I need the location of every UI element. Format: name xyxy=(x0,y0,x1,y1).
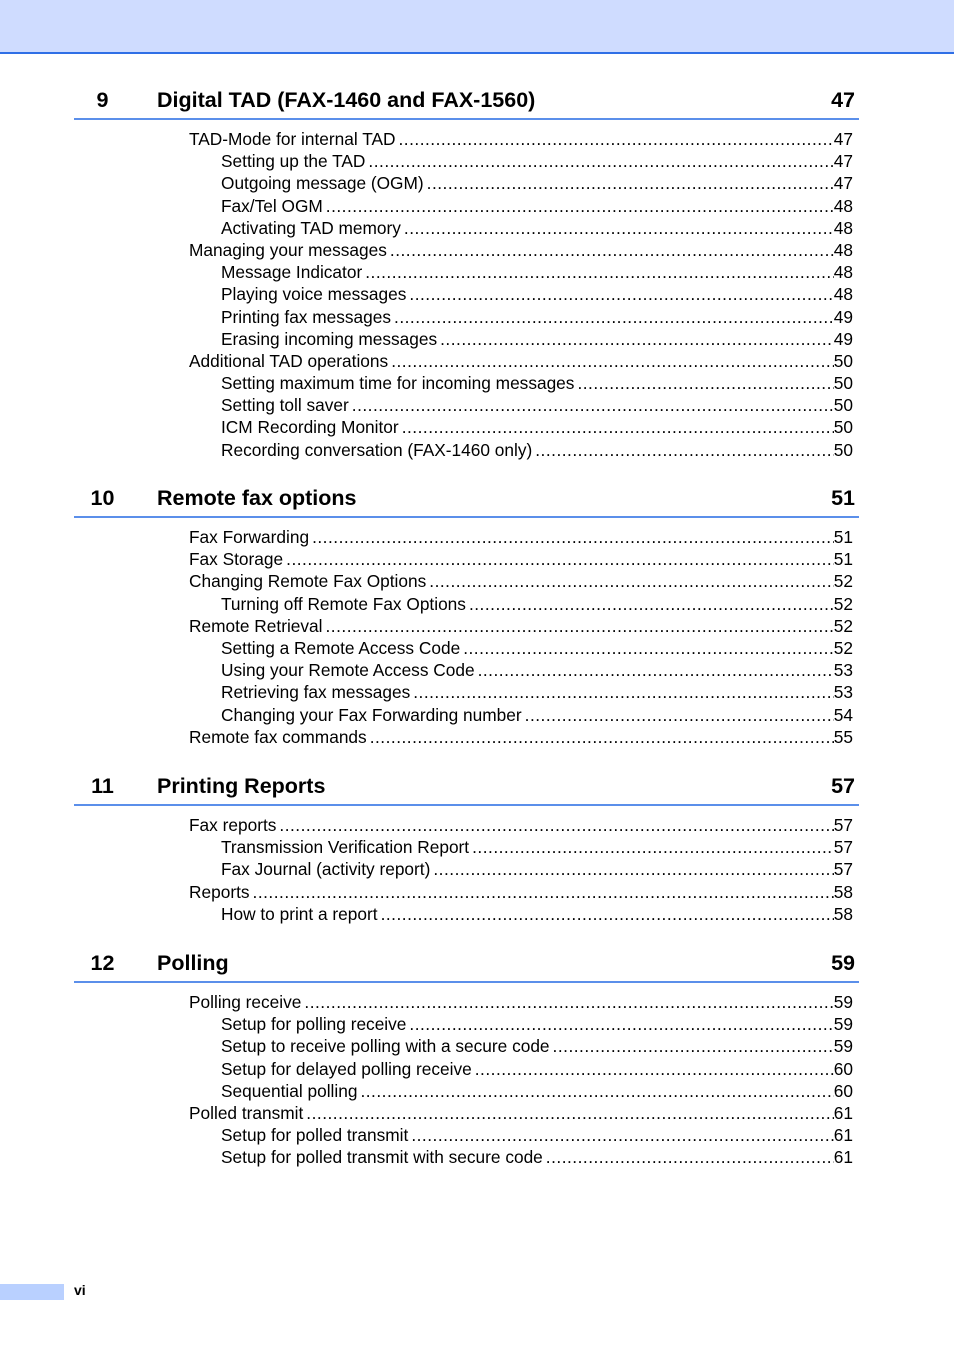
toc-entry[interactable] xyxy=(221,1146,859,1168)
toc-entry[interactable] xyxy=(221,439,859,461)
entry-page: 61 xyxy=(833,1147,853,1168)
entry-page: 53 xyxy=(833,682,853,703)
dot-leader xyxy=(390,239,834,261)
entry-title: How to print a report xyxy=(221,903,378,924)
toc-entry[interactable] xyxy=(189,548,859,570)
entry-title: Outgoing message (OGM) xyxy=(221,173,424,194)
section-page: 59 xyxy=(831,951,855,975)
entry-title: Recording conversation (FAX-1460 only) xyxy=(221,439,533,460)
entry-page: 47 xyxy=(833,129,853,149)
toc-entry[interactable] xyxy=(221,1058,859,1080)
section-entries xyxy=(74,128,859,461)
toc-entry[interactable] xyxy=(221,593,859,615)
entry-title: Fax Forwarding xyxy=(189,527,310,547)
footer-band xyxy=(0,1284,64,1300)
section-number: 10 xyxy=(90,486,115,510)
toc-section xyxy=(74,951,859,1169)
dot-leader xyxy=(577,372,833,394)
entry-title: Changing Remote Fax Options xyxy=(189,571,427,592)
entry-title: Setup to receive polling with a secure code xyxy=(221,1036,550,1057)
entry-title: Reports xyxy=(189,881,250,902)
toc-entry[interactable] xyxy=(221,261,859,283)
entry-title: Polling receive xyxy=(189,992,302,1012)
entry-title: Additional TAD operations xyxy=(189,350,389,371)
dot-leader xyxy=(360,1080,833,1102)
dot-leader xyxy=(370,726,834,748)
dot-leader xyxy=(413,681,834,703)
page-number: vi xyxy=(74,1282,86,1298)
toc-entry[interactable] xyxy=(221,172,859,194)
entry-title: Remote Retrieval xyxy=(189,615,323,636)
entry-title: Setup for polled transmit with secure code xyxy=(221,1147,543,1168)
entry-page: 49 xyxy=(833,306,853,327)
section-page: 47 xyxy=(831,88,855,112)
section-heading[interactable] xyxy=(74,774,859,806)
dot-leader xyxy=(409,1013,833,1035)
entry-page: 50 xyxy=(833,350,853,371)
entry-page: 58 xyxy=(833,903,853,924)
dot-leader xyxy=(368,150,833,172)
entry-page: 60 xyxy=(833,1058,853,1079)
section-page: 51 xyxy=(831,486,855,510)
entry-title: Fax Storage xyxy=(189,549,284,570)
entry-page: 51 xyxy=(833,527,853,547)
dot-leader xyxy=(535,439,834,461)
toc-entry[interactable] xyxy=(221,704,859,726)
entry-title: Message Indicator xyxy=(221,262,363,283)
dot-leader xyxy=(365,261,834,283)
section-number: 9 xyxy=(96,88,109,112)
entry-page: 50 xyxy=(833,417,853,438)
dot-leader xyxy=(306,1102,833,1124)
entry-page: 48 xyxy=(833,284,853,305)
toc-entry[interactable] xyxy=(189,128,859,150)
entry-page: 58 xyxy=(833,881,853,902)
entry-title: Playing voice messages xyxy=(221,284,407,305)
entry-page: 52 xyxy=(833,571,853,592)
dot-leader xyxy=(525,704,834,726)
entry-page: 47 xyxy=(833,151,853,172)
toc-entry[interactable] xyxy=(221,681,859,703)
section-title: Polling xyxy=(157,951,229,975)
entry-title: Fax/Tel OGM xyxy=(221,195,323,216)
toc-entry[interactable] xyxy=(221,217,859,239)
section-number: 11 xyxy=(91,774,114,798)
toc-entry[interactable] xyxy=(189,239,859,261)
entry-page: 55 xyxy=(833,726,853,747)
dot-leader xyxy=(381,903,834,925)
toc-entry[interactable] xyxy=(221,903,859,925)
dot-leader xyxy=(433,858,833,880)
dot-leader xyxy=(429,570,834,592)
toc-entry[interactable] xyxy=(221,659,859,681)
dot-leader xyxy=(411,1124,833,1146)
entry-page: 52 xyxy=(833,637,853,658)
toc-entry[interactable] xyxy=(189,526,859,548)
entry-title: Setting maximum time for incoming messages xyxy=(221,373,575,394)
entry-page: 50 xyxy=(833,373,853,394)
toc-entry[interactable] xyxy=(189,726,859,748)
entry-page: 47 xyxy=(833,173,853,194)
entry-page: 52 xyxy=(833,593,853,614)
toc-entry[interactable] xyxy=(221,328,859,350)
toc-entry[interactable] xyxy=(221,195,859,217)
section-title: Printing Reports xyxy=(157,774,326,798)
section-page: 57 xyxy=(831,774,855,798)
dot-leader xyxy=(409,283,833,305)
entry-page: 61 xyxy=(833,1102,853,1123)
entry-title: Activating TAD memory xyxy=(221,217,401,238)
entry-page: 59 xyxy=(833,1014,853,1035)
dot-leader xyxy=(427,172,834,194)
entry-page: 57 xyxy=(833,859,853,880)
section-heading[interactable] xyxy=(74,486,859,518)
entry-title: Setup for delayed polling receive xyxy=(221,1058,472,1079)
dot-leader xyxy=(253,881,834,903)
entry-page: 52 xyxy=(833,615,853,636)
entry-page: 51 xyxy=(833,549,853,570)
entry-title: Fax Journal (activity report) xyxy=(221,859,431,880)
entry-title: Turning off Remote Fax Options xyxy=(221,593,466,614)
toc-entry[interactable] xyxy=(221,1013,859,1035)
entry-title: Using your Remote Access Code xyxy=(221,660,475,681)
dot-leader xyxy=(478,659,834,681)
dot-leader xyxy=(475,1058,834,1080)
toc-entry[interactable] xyxy=(221,394,859,416)
entry-page: 48 xyxy=(833,195,853,216)
entry-page: 57 xyxy=(833,815,853,835)
toc-entry[interactable] xyxy=(221,858,859,880)
entry-page: 50 xyxy=(833,395,853,416)
toc-entry[interactable] xyxy=(189,991,859,1013)
toc-section xyxy=(74,774,859,925)
toc-entry[interactable] xyxy=(189,814,859,836)
entry-page: 48 xyxy=(833,239,853,260)
toc-section xyxy=(74,486,859,748)
toc-entry[interactable] xyxy=(221,1080,859,1102)
section-title: Digital TAD (FAX-1460 and FAX-1560) xyxy=(157,88,536,112)
entry-title: Sequential polling xyxy=(221,1080,358,1101)
entry-title: Setting toll saver xyxy=(221,395,349,416)
toc-entry[interactable] xyxy=(189,615,859,637)
toc-entry[interactable] xyxy=(221,1124,859,1146)
dot-leader xyxy=(312,526,834,548)
entry-page: 59 xyxy=(833,1036,853,1057)
toc-section xyxy=(74,88,859,461)
entry-page: 60 xyxy=(833,1080,853,1101)
entry-title: Setup for polling receive xyxy=(221,1014,407,1035)
entry-title: Managing your messages xyxy=(189,239,387,260)
section-heading[interactable] xyxy=(74,951,859,983)
dot-leader xyxy=(304,991,833,1013)
entry-page: 53 xyxy=(833,660,853,681)
toc-entry[interactable] xyxy=(189,881,859,903)
section-heading[interactable] xyxy=(74,88,859,120)
dot-leader xyxy=(326,615,834,637)
entry-title: Fax reports xyxy=(189,815,277,835)
header-band xyxy=(0,0,954,54)
entry-title: Polled transmit xyxy=(189,1102,304,1123)
toc-entry[interactable] xyxy=(221,1035,859,1057)
entry-title: Setup for polled transmit xyxy=(221,1125,409,1146)
entry-title: Setting a Remote Access Code xyxy=(221,637,461,658)
entry-page: 49 xyxy=(833,328,853,349)
dot-leader xyxy=(394,306,834,328)
dot-leader xyxy=(279,814,833,836)
dot-leader xyxy=(326,195,834,217)
section-entries xyxy=(74,991,859,1169)
dot-leader xyxy=(472,836,834,858)
entry-page: 57 xyxy=(833,837,853,858)
entry-page: 59 xyxy=(833,992,853,1012)
toc-entry[interactable] xyxy=(189,1102,859,1124)
dot-leader xyxy=(553,1035,834,1057)
dot-leader xyxy=(440,328,834,350)
toc-entry[interactable] xyxy=(221,283,859,305)
dot-leader xyxy=(352,394,834,416)
toc-entry[interactable] xyxy=(221,150,859,172)
entry-title: Retrieving fax messages xyxy=(221,682,411,703)
entry-title: Transmission Verification Report xyxy=(221,837,470,858)
toc-entry[interactable] xyxy=(221,372,859,394)
dot-leader xyxy=(469,593,834,615)
toc-entry[interactable] xyxy=(189,570,859,592)
entry-title: Changing your Fax Forwarding number xyxy=(221,704,522,725)
dot-leader xyxy=(546,1146,834,1168)
dot-leader xyxy=(391,350,834,372)
entry-title: ICM Recording Monitor xyxy=(221,417,399,438)
entry-page: 48 xyxy=(833,217,853,238)
entry-page: 50 xyxy=(833,439,853,460)
entry-title: Erasing incoming messages xyxy=(221,328,438,349)
section-entries xyxy=(74,526,859,748)
toc-entry[interactable] xyxy=(221,416,859,438)
entry-title: Printing fax messages xyxy=(221,306,392,327)
dot-leader xyxy=(404,217,834,239)
dot-leader xyxy=(398,128,833,150)
dot-leader xyxy=(402,416,834,438)
entry-title: Setting up the TAD xyxy=(221,151,366,172)
toc-entry[interactable] xyxy=(221,836,859,858)
entry-page: 54 xyxy=(833,704,853,725)
entry-page: 61 xyxy=(833,1125,853,1146)
section-entries xyxy=(74,814,859,925)
toc-entry[interactable] xyxy=(221,306,859,328)
entry-title: TAD-Mode for internal TAD xyxy=(189,129,396,149)
entry-title: Remote fax commands xyxy=(189,726,367,747)
dot-leader xyxy=(463,637,834,659)
section-number: 12 xyxy=(90,951,115,975)
dot-leader xyxy=(286,548,834,570)
entry-page: 48 xyxy=(833,262,853,283)
section-title: Remote fax options xyxy=(157,486,357,510)
toc-entry[interactable] xyxy=(189,350,859,372)
toc-entry[interactable] xyxy=(221,637,859,659)
